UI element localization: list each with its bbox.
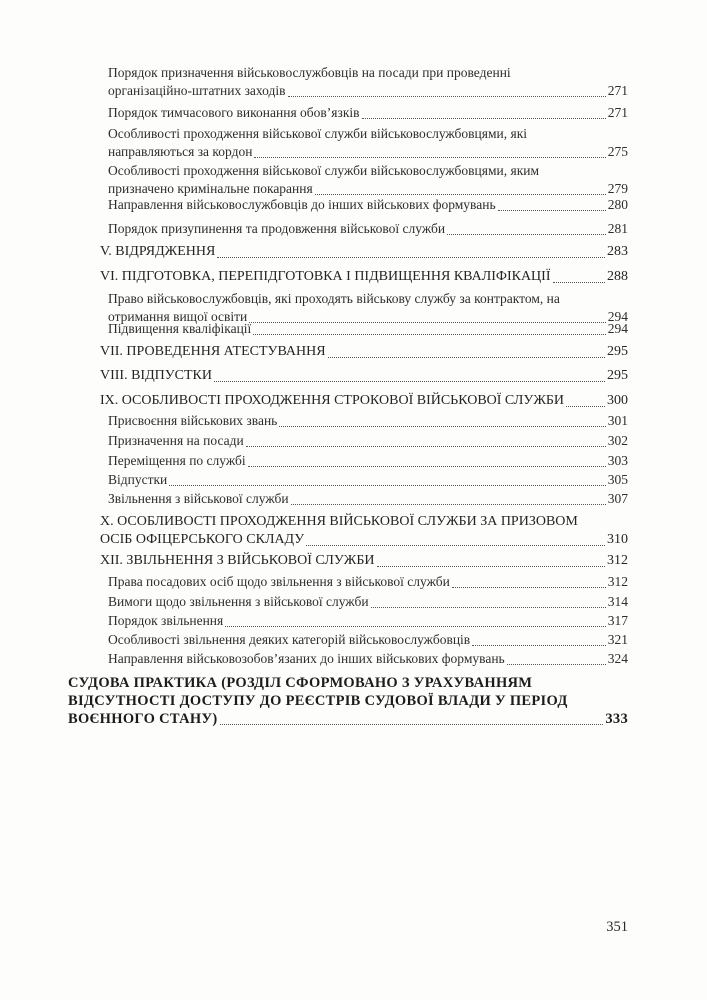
- dot-leader: [328, 357, 605, 358]
- toc-entry-line: [108, 104, 628, 122]
- dot-leader: [291, 504, 606, 505]
- toc-entry-line: [108, 82, 628, 100]
- toc-entry: [108, 320, 628, 338]
- dot-leader: [566, 406, 605, 407]
- toc-entry-line: [108, 593, 628, 611]
- toc-entry-title: організаційно-штатних заходів: [108, 83, 286, 98]
- toc-entry-title: Порядок звільнення: [108, 613, 224, 628]
- dot-leader: [507, 664, 606, 665]
- toc-page-ref: 314: [607, 594, 628, 609]
- toc-page-ref: 294: [607, 309, 628, 324]
- toc-section-entry: [100, 243, 628, 261]
- toc-entry-line: [100, 343, 628, 361]
- toc-entry: [108, 573, 628, 591]
- toc-page-ref: 333: [605, 711, 628, 727]
- toc-entry: [108, 432, 628, 450]
- toc-entry-title: призначено кримінальне покарання: [108, 181, 313, 196]
- dot-leader: [225, 626, 606, 627]
- toc-heading-title: X. ОСОБЛИВОСТІ ПРОХОДЖЕННЯ ВІЙСЬКОВОЇ СЛУЖБИ ЗА ПРИЗОВОМ: [100, 514, 578, 529]
- toc-heading-title: IX. ОСОБЛИВОСТІ ПРОХОДЖЕННЯ СТРОКОВОЇ ВІЙСЬКОВОЇ СЛУЖБИ: [100, 393, 565, 408]
- toc-entry-title: Направлення військовослужбовців до інших військових формувань: [108, 197, 496, 212]
- toc-entry-title: Вимоги щодо звільнення з військової служби: [108, 594, 369, 609]
- toc-section-entry: [100, 268, 628, 286]
- toc-entry-title: Відпустки: [108, 472, 168, 487]
- toc-entry-line: [100, 367, 628, 385]
- toc-page-ref: 310: [607, 532, 628, 547]
- toc-entry-title: Призначення на посади: [108, 433, 244, 448]
- toc-entry: [108, 593, 628, 611]
- toc-entry: [108, 490, 628, 508]
- dot-leader: [253, 334, 605, 335]
- toc-entry-line: [108, 432, 628, 450]
- dot-leader: [315, 194, 606, 195]
- toc-entry-line: [108, 490, 628, 508]
- toc-page-ref: 317: [607, 613, 628, 628]
- toc-section-entry: [100, 552, 628, 570]
- dot-leader: [214, 381, 605, 382]
- toc-entry-line: [68, 710, 628, 728]
- toc-page-ref: 312: [607, 553, 628, 568]
- dot-leader: [498, 210, 606, 211]
- toc-heading-title: ОСІБ ОФІЦЕРСЬКОГО СКЛАДУ: [100, 532, 305, 547]
- toc-entry-line: [100, 268, 628, 286]
- toc-heading-title: VI. ПІДГОТОВКА, ПЕРЕПІДГОТОВКА І ПІДВИЩЕННЯ КВАЛІФІКАЦІЇ: [100, 269, 551, 284]
- dot-leader: [220, 724, 604, 725]
- toc-page-ref: 300: [607, 393, 628, 408]
- toc-page-ref: 301: [607, 413, 628, 428]
- toc-heading-title: VIII. ВІДПУСТКИ: [100, 368, 213, 383]
- toc-entry-line: [108, 412, 628, 430]
- dot-leader: [254, 157, 605, 158]
- toc-entry-title: направляються за кордон: [108, 144, 253, 159]
- toc-entry: [108, 650, 628, 668]
- toc-page-ref: 295: [607, 344, 628, 359]
- dot-leader: [362, 118, 606, 119]
- toc-entry-title: Право військовослужбовців, які проходять військову службу за контрактом, на: [108, 291, 560, 306]
- toc-entry-title: Порядок призупинення та продовження військової служби: [108, 221, 446, 236]
- toc-entry: [108, 412, 628, 430]
- toc-entry: [108, 471, 628, 489]
- toc-entry-title: Звільнення з військової служби: [108, 491, 289, 506]
- toc-section-entry: [100, 513, 628, 549]
- dot-leader: [371, 607, 606, 608]
- toc-entry: [108, 104, 628, 122]
- toc-page-ref: 288: [607, 269, 628, 284]
- toc-entry: [108, 631, 628, 649]
- toc-entry-title: Порядок тимчасового виконання обов’язків: [108, 105, 360, 120]
- toc-entry-line: [108, 320, 628, 338]
- toc-page-ref: 271: [607, 105, 628, 120]
- dot-leader: [553, 282, 606, 283]
- toc-entry-line: [108, 220, 628, 238]
- toc-page-ref: 275: [607, 144, 628, 159]
- toc-entry-line: [108, 471, 628, 489]
- toc-entry-line: [100, 243, 628, 261]
- toc-entry-line: [68, 692, 628, 710]
- toc-page-ref: 305: [607, 472, 628, 487]
- toc-entry-title: Присвоєння військових звань: [108, 413, 278, 428]
- toc-page-ref: 279: [607, 181, 628, 196]
- toc-entry: [108, 125, 628, 161]
- dot-leader: [472, 645, 606, 646]
- toc-entry: [108, 196, 628, 214]
- toc-page-ref: 302: [607, 433, 628, 448]
- toc-entry-line: [108, 162, 628, 180]
- toc-entry-title: Порядок призначення військовослужбовців на посади при проведенні: [108, 65, 511, 80]
- toc-page-ref: 324: [607, 651, 628, 666]
- toc-entry-title: Особливості проходження військової служби військовослужбовцями, яким: [108, 163, 540, 178]
- toc-entry: [108, 64, 628, 100]
- toc-heading-title: ВІДСУТНОСТІ ДОСТУПУ ДО РЕЄСТРІВ СУДОВОЇ ВЛАДИ У ПЕРІОД: [68, 693, 568, 709]
- toc-entry-title: Підвищення кваліфікації: [108, 321, 252, 336]
- toc-entry-line: [108, 650, 628, 668]
- toc-entry-title: отримання вищої освіти: [108, 309, 248, 324]
- toc-entry-line: [108, 143, 628, 161]
- toc-entry-title: Особливості проходження військової служби військовослужбовцями, які: [108, 126, 528, 141]
- toc-page-ref: 283: [607, 244, 628, 259]
- toc-entry-line: [108, 196, 628, 214]
- toc-heading-title: ВОЄННОГО СТАНУ): [68, 711, 218, 727]
- toc-heading-title: V. ВІДРЯДЖЕННЯ: [100, 244, 216, 259]
- toc-page-ref: 281: [607, 221, 628, 236]
- dot-leader: [248, 466, 606, 467]
- toc-page-ref: 294: [607, 321, 628, 336]
- toc-entry: [108, 220, 628, 238]
- toc-section-entry: [100, 367, 628, 385]
- toc-page-ref: 271: [607, 83, 628, 98]
- table-of-contents: [68, 0, 628, 1000]
- dot-leader: [288, 96, 606, 97]
- dot-leader: [306, 545, 605, 546]
- toc-section-entry: [100, 392, 628, 410]
- dot-leader: [279, 426, 605, 427]
- toc-entry-line: [108, 125, 628, 143]
- dot-leader: [246, 446, 606, 447]
- toc-entry-line: [108, 452, 628, 470]
- toc-entry-line: [108, 612, 628, 630]
- toc-entry-line: [108, 64, 628, 82]
- toc-entry-line: [100, 392, 628, 410]
- toc-page-ref: 303: [607, 453, 628, 468]
- toc-heading-title: XII. ЗВІЛЬНЕННЯ З ВІЙСЬКОВОЇ СЛУЖБИ: [100, 553, 375, 568]
- page-number: 351: [606, 919, 628, 935]
- toc-entry-line: [108, 631, 628, 649]
- toc-entry-title: Права посадових осіб щодо звільнення з військової служби: [108, 574, 450, 589]
- toc-entry-line: [108, 290, 628, 308]
- toc-major-entry: [68, 674, 628, 728]
- toc-section-entry: [100, 343, 628, 361]
- dot-leader: [452, 587, 606, 588]
- toc-heading-title: VII. ПРОВЕДЕННЯ АТЕСТУВАННЯ: [100, 344, 326, 359]
- toc-entry: [108, 612, 628, 630]
- toc-heading-title: СУДОВА ПРАКТИКА (РОЗДІЛ СФОРМОВАНО З УРАХУВАННЯМ: [68, 675, 533, 691]
- dot-leader: [217, 257, 605, 258]
- toc-page-ref: 312: [607, 574, 628, 589]
- toc-entry-line: [100, 531, 628, 549]
- toc-entry-line: [68, 674, 628, 692]
- toc-page-ref: 321: [607, 632, 628, 647]
- toc-entry: [108, 452, 628, 470]
- dot-leader: [377, 566, 605, 567]
- toc-page-ref: 295: [607, 368, 628, 383]
- dot-leader: [169, 485, 605, 486]
- toc-entry-line: [100, 513, 628, 531]
- toc-entry-line: [108, 573, 628, 591]
- toc-entry-title: Направлення військовозобов’язаних до інших військових формувань: [108, 651, 505, 666]
- toc-page-ref: 307: [607, 491, 628, 506]
- toc-entry: [108, 162, 628, 198]
- toc-entry-title: Особливості звільнення деяких категорій військовослужбовців: [108, 632, 471, 647]
- toc-entry-title: Переміщення по службі: [108, 453, 246, 468]
- dot-leader: [447, 234, 606, 235]
- toc-entry-line: [100, 552, 628, 570]
- toc-page-ref: 280: [607, 197, 628, 212]
